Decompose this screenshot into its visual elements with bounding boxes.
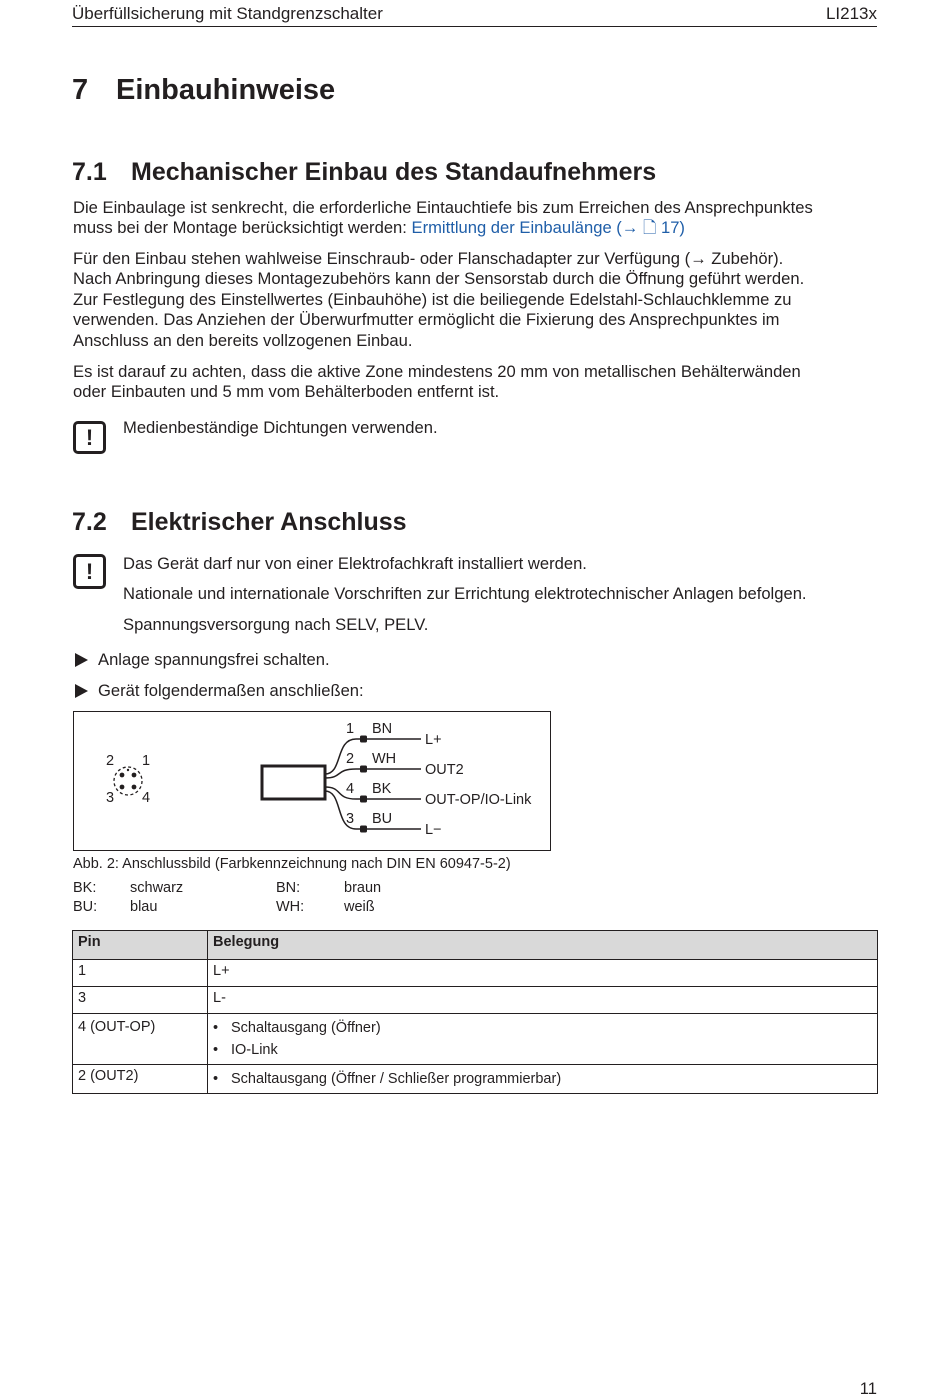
legend-name: blau: [130, 899, 158, 915]
section-number: 7.2: [72, 508, 107, 536]
wire-pin: 1: [345, 720, 354, 737]
note-seals: Medienbeständige Dichtungen verwenden.: [123, 418, 438, 437]
table-row: [73, 987, 878, 1014]
pin-label: 1: [141, 752, 150, 769]
wire-signal: L+: [424, 731, 442, 748]
warning-icon: !: [73, 421, 106, 454]
wire-signal: L−: [424, 821, 442, 838]
wire-terminals: [360, 735, 367, 832]
pin-assignment-table: [72, 930, 878, 1094]
wire-pin: 4: [345, 780, 354, 797]
legend-name: schwarz: [130, 880, 184, 896]
assignment-cell: L-: [208, 987, 878, 1014]
legend-name: braun: [344, 880, 382, 896]
section-title: Mechanischer Einbau des Standaufnehmers: [131, 158, 657, 186]
wire-color: BK: [371, 780, 391, 797]
legend-code: WH:: [276, 899, 305, 915]
assignment-cell: [208, 1014, 878, 1065]
section-number: 7.1: [72, 158, 107, 186]
pin-label: 2: [105, 752, 114, 769]
header-title: Überfüllsicherung mit Standgrenzschalter: [72, 4, 383, 23]
note-regulations: Nationale und internationale Vorschriften zur Errichtung elektrotechnischer Anlagen befolgen.: [123, 584, 807, 603]
assignment-cell: [208, 1065, 878, 1094]
wire-color: WH: [371, 750, 396, 767]
chapter-heading: [72, 74, 335, 107]
paragraph-adapters: Für den Einbau stehen wahlweise Einschraub- oder Flanschadapter zur Verfügung (→ Zubehör). Nach Anbringung dieses Montagezubehörs kann der Sensorstab durch die Öffnung geführt werden. Zur Festlegung des Einstellwertes (Einbauhöhe) ist die beiliegende Edelstahl-Schlauchklemme zu verwenden. Das Anziehen der Überwurfmutter ermöglicht die Fixierung des Ansprechpunktes im Anschluss an den bereits vollzogenen Einbau.: [73, 249, 805, 350]
header-rule: [72, 26, 877, 27]
column-header: Belegung: [208, 931, 878, 960]
chapter-number: 7: [72, 74, 89, 106]
pin-label: 4: [141, 789, 150, 806]
link-einbaulaenge[interactable]: Ermittlung der Einbaulänge (→ 🗋 17): [411, 218, 685, 238]
pin-cell: 2 (OUT2): [73, 1065, 208, 1094]
assignment-cell: L+: [208, 960, 878, 987]
warning-icon: !: [73, 554, 106, 589]
pin-cell: 4 (OUT-OP): [73, 1014, 208, 1065]
table-row: [73, 960, 878, 987]
legend-code: BN:: [276, 880, 301, 896]
table-header-row: [73, 931, 878, 960]
step-item: Gerät folgendermaßen anschließen:: [75, 681, 364, 701]
section-title: Elektrischer Anschluss: [131, 508, 407, 536]
wire-color: BU: [371, 810, 392, 827]
step-item: Anlage spannungsfrei schalten.: [75, 650, 330, 670]
step-arrow-icon: [75, 653, 88, 667]
list-item: • Schaltausgang (Öffner / Schließer programmierbar): [213, 1071, 562, 1087]
page-number: 11: [859, 1379, 877, 1398]
wire-signal: OUT2: [424, 761, 464, 778]
wire-pin: 2: [345, 750, 354, 767]
header-product: LI213x: [825, 4, 877, 23]
wire-color: BN: [371, 720, 392, 737]
section-heading-7-2: [72, 508, 407, 537]
connector-pinout: [106, 753, 150, 806]
legend-name: weiß: [344, 899, 375, 915]
table-row: [73, 1065, 878, 1094]
column-header: Pin: [73, 931, 208, 960]
chapter-title: Einbauhinweise: [116, 74, 336, 106]
wire-signal: OUT-OP/IO-Link: [424, 791, 531, 808]
sensor-housing: [262, 766, 325, 799]
list-item: • IO-Link: [213, 1042, 278, 1058]
wiring-diagram: [73, 711, 551, 851]
list-item: • Schaltausgang (Öffner): [213, 1020, 381, 1036]
table-row: [73, 1014, 878, 1065]
paragraph-mounting-position: Die Einbaulage ist senkrecht, die erforderliche Eintauchtiefe bis zum Erreichen des Ansprechpunktes muss bei der Montage berücksichtigt werden: Ermittlung der Einbaulänge (→ 🗋 17): [73, 198, 813, 238]
pin-label: 3: [105, 789, 114, 806]
figure-caption: Abb. 2: Anschlussbild (Farbkennzeichnung nach DIN EN 60947-5-2): [73, 856, 511, 872]
legend-code: BU:: [73, 899, 98, 915]
step-arrow-icon: [75, 684, 88, 698]
pin-cell: 1: [73, 960, 208, 987]
wire-pin: 3: [345, 810, 354, 827]
pin-cell: 3: [73, 987, 208, 1014]
legend-code: BK:: [73, 880, 97, 896]
section-heading-7-1: [72, 158, 656, 187]
note-electrician: Das Gerät darf nur von einer Elektrofachkraft installiert werden.: [123, 554, 587, 573]
note-selv: Spannungsversorgung nach SELV, PELV.: [123, 615, 429, 634]
paragraph-active-zone: Es ist darauf zu achten, dass die aktive Zone mindestens 20 mm von metallischen Behälterwänden oder Einbauten und 5 mm vom Behälterboden entfernt ist.: [73, 362, 801, 402]
